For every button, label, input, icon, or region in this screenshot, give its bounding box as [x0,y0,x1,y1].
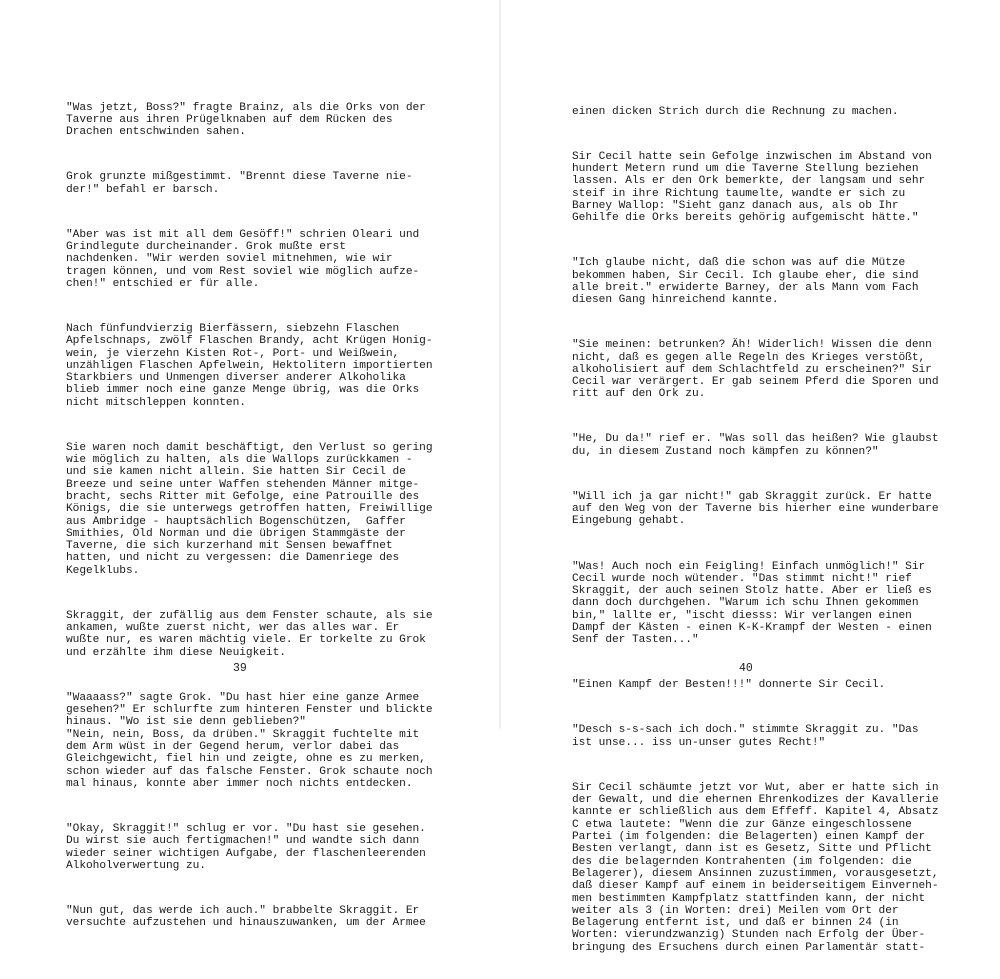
right-page-text [572,81,939,979]
paragraph: Sir Cecil hatte sein Gefolge inzwischen im Abstand von hundert Metern rund um die Taverne Stellung beziehen lassen. Als er den Ork bemerkte, der langsam und sehr steif in ihre Richtung taumelte, wandte er sich zu Barney Wallop: "Sieht ganz danach aus, als ob Ihr Gehilfe die Orks bereits gehörig aufgemischt hätte." [572,150,932,225]
paragraph: "Einen Kampf der Besten!!!" donnerte Sir Cecil. [572,679,886,692]
paragraph: Sir Cecil schäumte jetzt vor Wut, aber er hatte sich in der Gewalt, und die ehernen Ehrenkodizes der Kavallerie kannte er schließlich aus dem Effeff. Kapitel 4, Absatz C etwa lautete: "Wenn die zur Gänze eingeschlossene Partei (im folgenden: die Belagerten) einen Kampf der Besten verlangt, dann ist es Gesetz, Sitte und Pflicht des die belagernden Kontrahenten (im folgenden: die Belagerer), diesem Ansinnen zuzustimmen, vorausgesetzt, daß dieser Kampf auf einem in beiderseitigem Einverneh- men bestimmten Kampfplatz stattfinden kann, der nicht weiter als 3 (in Worten: drei) Meilen vom Ort der Belagerung entfernt ist, und daß er binnen 24 (in Worten: vierundzwanzig) Stunden nach Erfolg der Über- bringung des Ersuchens durch einen Parlamentär statt- [572,781,939,954]
page-number: 39 [233,662,247,675]
paragraph: Grok grunzte mißgestimmt. "Brennt diese Taverne nie- der!" befahl er barsch. [66,171,413,196]
left-page [0,0,500,930]
paragraph: "Okay, Skraggit!" schlug er vor. "Du hast sie gesehen. Du wirst sie auch fertigmachen!" und wandte sich dann wieder seiner wichtigen Aufgabe, der flaschenleerenden Alkoholverwertung zu. [66,822,426,872]
paragraph: Nach fünfundvierzig Bierfässern, siebzehn Flaschen Apfelschnaps, zwölf Flaschen Brandy, acht Krügen Honig- wein, je vierzehn Kisten Rot-, Port- und Weißwein, unzähligen Flaschen Apfelwein, Hektolitern importierten Starkbiers und Unmengen diverser anderer Alkoholika blieb immer noch eine ganze Menge übrig, was die Orks nicht mitschleppen konnten. [66,322,433,409]
paragraph: "Sie meinen: betrunken? Äh! Widerlich! Wissen die denn nicht, daß es gegen alle Regeln des Krieges verstößt, alkoholisiert auf dem Schlachtfeld zu erscheinen?" Sir Cecil war verärgert. Er gab seinem Pferd die Sporen und ritt auf den Ork zu. [572,339,939,401]
right-page [500,0,1000,954]
paragraph: "Was jetzt, Boss?" fragte Brainz, als die Orks von der Taverne aus ihren Prügelknaben auf dem Rücken des Drachen entschwinden sahen. [66,101,426,139]
paragraph: "Nun gut, das werde ich auch." brabbelte Skraggit. Er versuchte aufzustehen und hinauszuwanken, um der Armee [66,904,426,930]
paragraph: "Was! Auch noch ein Feigling! Einfach unmöglich!" Sir Cecil wurde noch wütender. "Das stimmt nicht!" rief Skraggit, der auch seinen Stolz hatte. Aber er ließ es dann doch durchgehen. "Warum ich schu Ihnen gekommen bin," lallte er, "ischt diesss: Wir verlangen einen Dampf der Kästen - einen K-K-Krampf der Westen - einen Senf der Tasten..." [572,560,932,647]
page-number: 40 [739,662,753,675]
paragraph: Sie waren noch damit beschäftigt, den Verlust so gering wie möglich zu halten, als die Wallops zurückkamen - und sie kamen nicht allein. Sie hatten Sir Cecil de Breeze und seine unter Waffen stehenden Männer mitge- bracht, sechs Ritter mit Gefolge, eine Patrouille des Königs, die sie unterwegs getroffen hatten, Freiwillige aus Ambridge - hauptsächlich Bogenschützen, Gaffer Smithies, Old Norman und die übrigen Stammgäste der Taverne, die sich kurzerhand mit Sensen bewaffnet hatten, und nicht zu vergessen: die Damenriege des Kegelklubs. [66,441,433,577]
paragraph: Skraggit, der zufällig aus dem Fenster schaute, als sie ankamen, wußte zuerst nicht, wer das alles war. Er wußte nur, es waren mächtig viele. Er torkelte zu Grok und erzählte ihm diese Neuigkeit. [66,609,433,659]
paragraph: einen dicken Strich durch die Rechnung zu machen. [572,105,899,118]
paragraph: "Ich glaube nicht, daß die schon was auf die Mütze bekommen haben, Sir Cecil. Ich glaube eher, die sind alle breit." erwiderte Barney, der als Mann vom Fach diesen Gang hinreichend kannte. [572,257,919,307]
left-page-text [66,77,433,954]
paragraph: "Desch s-s-sach ich doch." stimmte Skraggit zu. "Das ist unse... iss un-unser gutes Recht!" [572,724,919,749]
paragraph: "He, Du da!" rief er. "Was soll das heißen? Wie glaubst du, in diesem Zustand noch kämpfen zu können?" [572,433,939,458]
paragraph: "Waaaass?" sagte Grok. "Du hast hier eine ganze Armee gesehen?" Er schlurfte zum hinteren Fenster und blickte hinaus. "Wo ist sie denn geblieben?" "Nein, nein, Boss, da drüben." Skraggit fuchtelte mit dem Arm wüst in der Gegend herum, verlor dabei das Gleichgewicht, fiel hin und zeigte, ohne es zu merken, schon wieder auf das falsche Fenster. Grok schaute noch mal hinaus, konnte aber immer noch nichts entdecken. [66,691,433,790]
paragraph: "Will ich ja gar nicht!" gab Skraggit zurück. Er hatte auf den Weg von der Taverne bis hierher eine wunderbare Eingebung gehabt. [572,490,939,528]
paragraph: "Aber was ist mit all dem Gesöff!" schrien Oleari und Grindlegute durcheinander. Grok mußte erst nachdenken. "Wir werden soviel mitnehmen, wie wir tragen können, und vom Rest soviel wie möglich aufze- chen!" entschied er für alle. [66,228,420,290]
